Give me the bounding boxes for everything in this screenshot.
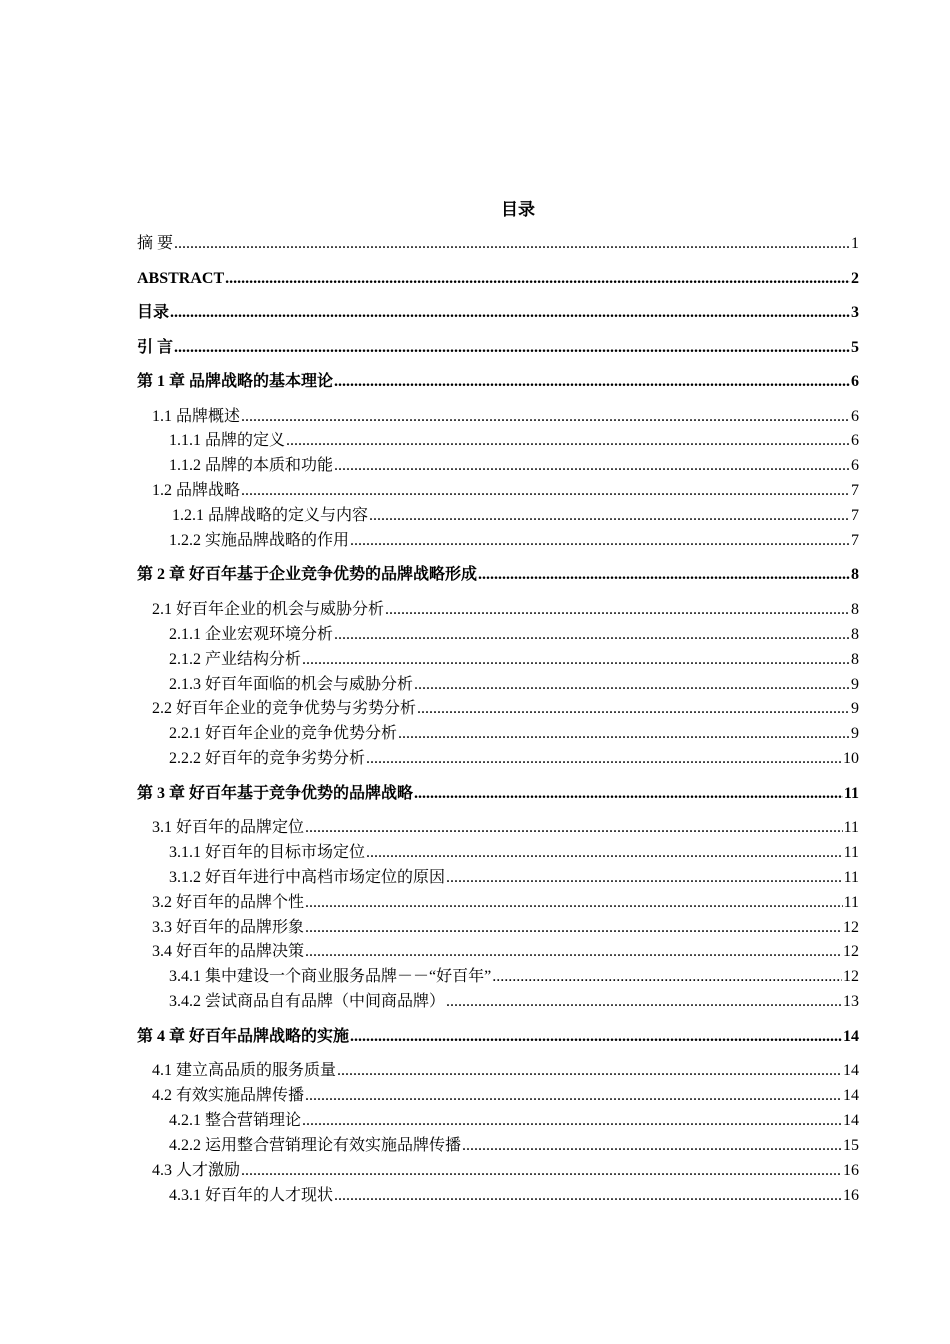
- toc-entry-label: 2.1.3 好百年面临的机会与威胁分析: [169, 676, 414, 693]
- toc-entry-label: 4.3 人才激励: [152, 1162, 241, 1179]
- toc-entry-label: 2.2.1 好百年企业的竞争优势分析: [169, 725, 398, 742]
- toc-entry-label: 第 1 章 品牌战略的基本理论: [137, 373, 334, 390]
- toc-entry[interactable]: [169, 991, 859, 1013]
- toc-entry-label: 摘 要: [137, 235, 174, 252]
- toc-entry-label: 1.2.2 实施品牌战略的作用: [169, 532, 350, 549]
- toc-entry[interactable]: [137, 233, 859, 255]
- toc-entry-label: 3.4.1 集中建设一个商业服务品牌－－“好百年”: [169, 968, 492, 985]
- toc-entry-page-number: 6: [851, 457, 859, 474]
- toc-entry-label: 3.4 好百年的品牌决策: [152, 943, 305, 960]
- toc-entry-page-number: 8: [851, 601, 859, 618]
- dot-leader: [170, 302, 850, 324]
- toc-entry-label: 2.2 好百年企业的竞争优势与劣势分析: [152, 700, 417, 717]
- dot-leader: [305, 1085, 842, 1107]
- dot-leader: [417, 698, 850, 720]
- dot-leader: [174, 233, 850, 255]
- toc-entry-page-number: 14: [843, 1112, 859, 1129]
- toc-entry[interactable]: [152, 480, 859, 502]
- toc-entry-label: 2.1 好百年企业的机会与威胁分析: [152, 601, 385, 618]
- toc-entry[interactable]: [169, 430, 859, 452]
- dot-leader: [305, 917, 842, 939]
- toc-entry-label: 4.1 建立高品质的服务质量: [152, 1062, 337, 1079]
- toc-entry-label: 2.1.2 产业结构分析: [169, 651, 302, 668]
- toc-entry[interactable]: [169, 1110, 859, 1132]
- toc-entry-label: 4.2.2 运用整合营销理论有效实施品牌传播: [169, 1137, 462, 1154]
- toc-entry-page-number: 16: [843, 1162, 859, 1179]
- toc-entry-page-number: 11: [843, 819, 859, 836]
- toc-entry-page-number: 8: [851, 651, 859, 668]
- toc-entry-page-number: 8: [851, 566, 859, 583]
- toc-entry-page-number: 1: [851, 235, 859, 252]
- toc-entry-page-number: 7: [851, 532, 859, 549]
- toc-entry-page-number: 11: [843, 869, 859, 886]
- toc-entry-label: ABSTRACT: [137, 270, 225, 287]
- toc-entry-page-number: 9: [851, 725, 859, 742]
- toc-entry[interactable]: [152, 1160, 859, 1182]
- toc-entry-page-number: 14: [843, 1087, 859, 1104]
- dot-leader: [350, 1026, 842, 1048]
- dot-leader: [414, 674, 850, 696]
- toc-entry-page-number: 7: [851, 482, 859, 499]
- toc-entry[interactable]: [169, 1135, 859, 1157]
- toc-entry-page-number: 12: [843, 943, 859, 960]
- toc-entry-label: 1.1.1 品牌的定义: [169, 432, 286, 449]
- toc-entry-page-number: 13: [843, 993, 859, 1010]
- toc-entry-label: 目录: [137, 304, 170, 321]
- toc-entry[interactable]: [169, 674, 859, 696]
- toc-entry-label: 第 2 章 好百年基于企业竞争优势的品牌战略形成: [137, 566, 478, 583]
- toc-entry[interactable]: [169, 842, 859, 864]
- dot-leader: [305, 817, 843, 839]
- toc-entry-page-number: 11: [843, 844, 859, 861]
- toc-entry[interactable]: [152, 406, 859, 428]
- toc-entry-page-number: 8: [851, 626, 859, 643]
- toc-entry[interactable]: [169, 867, 859, 889]
- dot-leader: [446, 991, 842, 1013]
- toc-entry-page-number: 6: [851, 432, 859, 449]
- dot-leader: [385, 599, 850, 621]
- dot-leader: [334, 624, 850, 646]
- toc-entry-label: 1.1.2 品牌的本质和功能: [169, 457, 334, 474]
- toc-entry-page-number: 12: [843, 968, 859, 985]
- toc-entry[interactable]: [169, 748, 859, 770]
- toc-entry[interactable]: [152, 1085, 859, 1107]
- toc-entry-page-number: 14: [843, 1028, 859, 1045]
- dot-leader: [305, 892, 843, 914]
- dot-leader: [286, 430, 850, 452]
- toc-entry-page-number: 10: [843, 750, 859, 767]
- dot-leader: [241, 1160, 842, 1182]
- dot-leader: [446, 867, 843, 889]
- toc-entry[interactable]: [152, 941, 859, 963]
- toc-entry[interactable]: [137, 302, 859, 324]
- toc-entry-page-number: 14: [843, 1062, 859, 1079]
- dot-leader: [174, 337, 850, 359]
- dot-leader: [241, 480, 850, 502]
- toc-entry[interactable]: [152, 599, 859, 621]
- toc-entry-page-number: 3: [851, 304, 859, 321]
- toc-entry-page-number: 6: [851, 373, 859, 390]
- toc-entry-label: 4.3.1 好百年的人才现状: [169, 1187, 334, 1204]
- toc-entry-label: 1.2 品牌战略: [152, 482, 241, 499]
- toc-entry[interactable]: [137, 371, 859, 393]
- dot-leader: [334, 371, 850, 393]
- toc-title: 目录: [501, 200, 535, 219]
- toc-entry-label: 1.1 品牌概述: [152, 408, 241, 425]
- dot-leader: [366, 842, 843, 864]
- dot-leader: [478, 564, 850, 586]
- toc-entry-label: 4.2 有效实施品牌传播: [152, 1087, 305, 1104]
- toc-entry[interactable]: [152, 892, 859, 914]
- toc-entry-label: 1.2.1 品牌战略的定义与内容: [172, 507, 369, 524]
- toc-entry-label: 3.2 好百年的品牌个性: [152, 894, 305, 911]
- toc-entry-label: 3.1 好百年的品牌定位: [152, 819, 305, 836]
- toc-entry[interactable]: [137, 337, 859, 359]
- toc-entry[interactable]: [137, 783, 859, 805]
- dot-leader: [337, 1060, 842, 1082]
- toc-entry-page-number: 9: [851, 676, 859, 693]
- dot-leader: [398, 723, 850, 745]
- toc-entry-page-number: 5: [851, 339, 859, 356]
- toc-entry-page-number: 12: [843, 919, 859, 936]
- toc-entry-label: 2.2.2 好百年的竞争劣势分析: [169, 750, 366, 767]
- toc-entry-label: 3.1.1 好百年的目标市场定位: [169, 844, 366, 861]
- dot-leader: [334, 1185, 842, 1207]
- dot-leader: [302, 1110, 842, 1132]
- toc-entry[interactable]: [169, 624, 859, 646]
- dot-leader: [334, 455, 850, 477]
- dot-leader: [350, 530, 850, 552]
- toc-entry-label: 第 4 章 好百年品牌战略的实施: [137, 1028, 350, 1045]
- toc-entry-page-number: 11: [843, 785, 859, 802]
- dot-leader: [302, 649, 850, 671]
- dot-leader: [241, 406, 850, 428]
- toc-entry[interactable]: [169, 966, 859, 988]
- toc-entry[interactable]: [169, 723, 859, 745]
- dot-leader: [414, 783, 843, 805]
- dot-leader: [305, 941, 842, 963]
- toc-entry[interactable]: [137, 1026, 859, 1048]
- toc-entry[interactable]: [137, 564, 859, 586]
- toc-entry-page-number: 2: [851, 270, 859, 287]
- dot-leader: [369, 505, 850, 527]
- toc-entry-page-number: 15: [843, 1137, 859, 1154]
- toc-entry-label: 3.1.2 好百年进行中高档市场定位的原因: [169, 869, 446, 886]
- toc-entry-label: 3.4.2 尝试商品自有品牌（中间商品牌）: [169, 993, 446, 1010]
- toc-entry-page-number: 6: [851, 408, 859, 425]
- toc-entry[interactable]: [152, 917, 859, 939]
- toc-entry-page-number: 16: [843, 1187, 859, 1204]
- toc-entry[interactable]: [172, 505, 859, 527]
- toc-entry[interactable]: [169, 530, 859, 552]
- dot-leader: [462, 1135, 842, 1157]
- toc-entry-label: 2.1.1 企业宏观环境分析: [169, 626, 334, 643]
- toc-entry[interactable]: [169, 649, 859, 671]
- toc-entry-label: 引 言: [137, 339, 174, 356]
- toc-entry-label: 第 3 章 好百年基于竞争优势的品牌战略: [137, 785, 414, 802]
- toc-entry[interactable]: [152, 698, 859, 720]
- toc-entry[interactable]: [137, 268, 859, 290]
- dot-leader: [366, 748, 842, 770]
- toc-entry-label: 4.2.1 整合营销理论: [169, 1112, 302, 1129]
- toc-entry[interactable]: [152, 1060, 859, 1082]
- toc-entry-page-number: 9: [851, 700, 859, 717]
- toc-entry[interactable]: [152, 817, 859, 839]
- toc-entry-page-number: 11: [843, 894, 859, 911]
- toc-entry-label: 3.3 好百年的品牌形象: [152, 919, 305, 936]
- dot-leader: [492, 966, 842, 988]
- toc-entry[interactable]: [169, 1185, 859, 1207]
- toc-entry[interactable]: [169, 455, 859, 477]
- toc-entry-page-number: 7: [851, 507, 859, 524]
- dot-leader: [225, 268, 850, 290]
